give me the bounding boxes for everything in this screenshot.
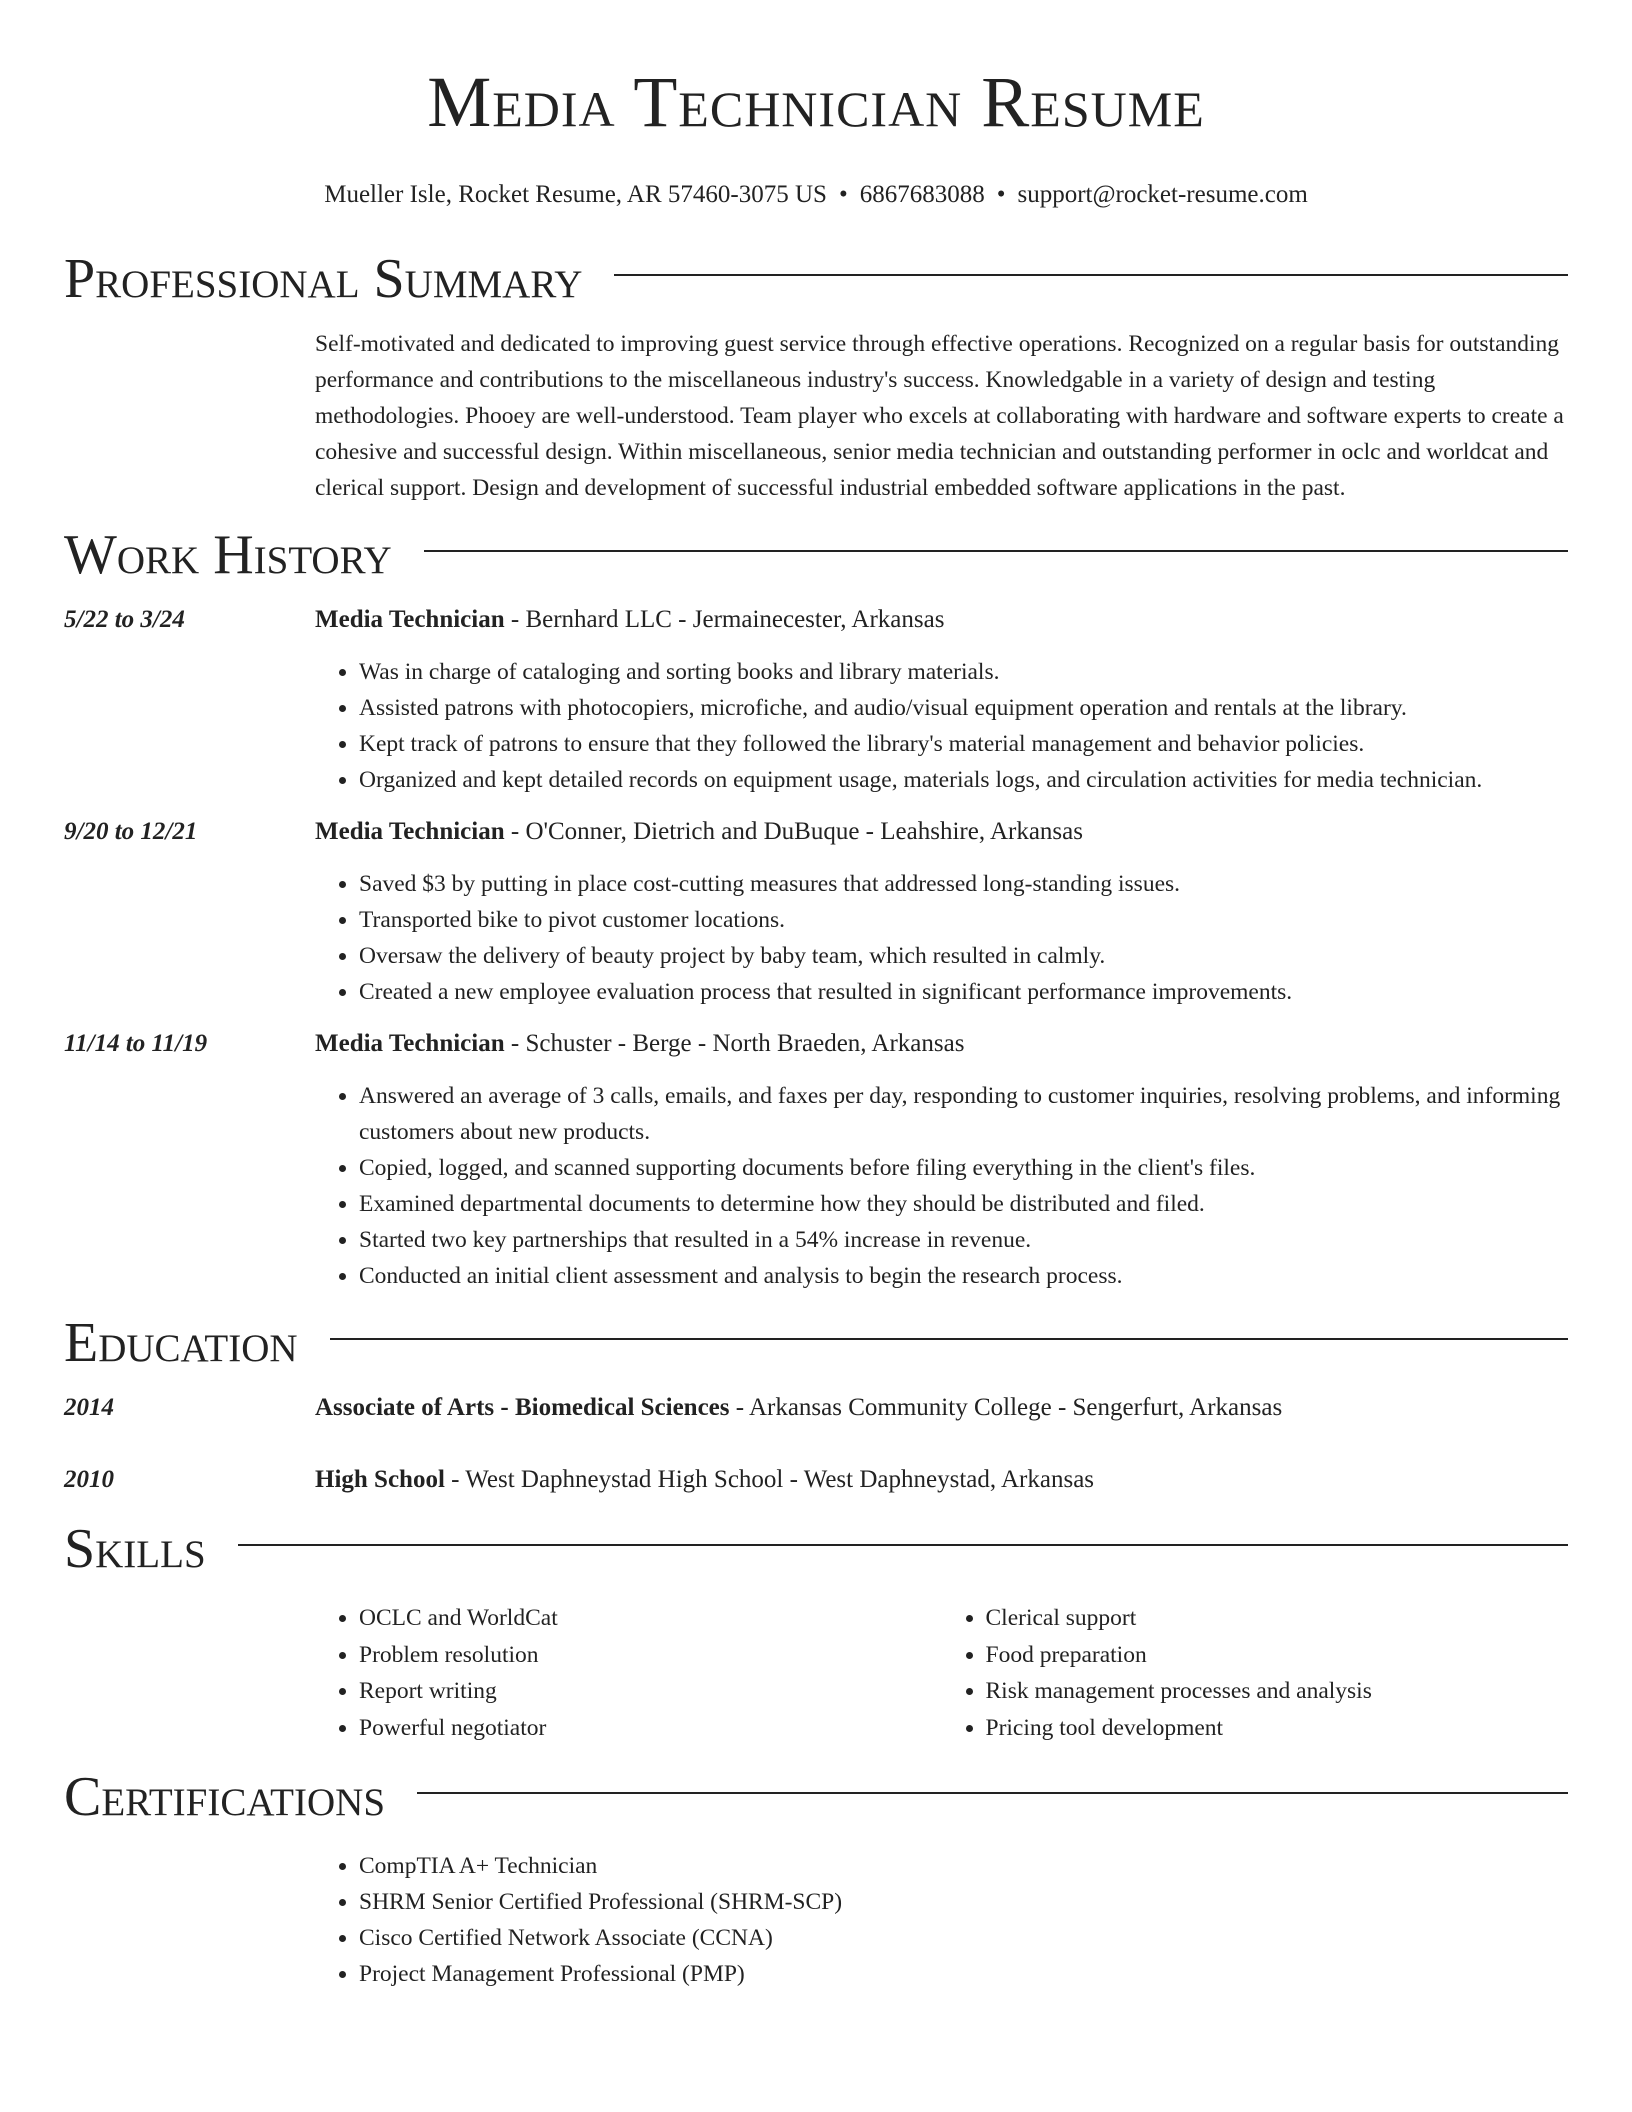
education-heading (315, 1390, 1568, 1426)
education-entry (64, 1462, 1568, 1498)
job-details (315, 602, 1568, 798)
section-divider (424, 550, 1568, 552)
education-school: - West Daphneystad High School - West Daphneystad, Arkansas (444, 1466, 1095, 1493)
list-item: • Was in charge of cataloging and sorting books and library materials. (359, 654, 1568, 690)
skills-title: Skills (64, 1518, 206, 1580)
list-item: • SHRM Senior Certified Professional (SHRM-SCP) (359, 1884, 1568, 1920)
job-role: Media Technician (315, 818, 505, 845)
summary-header (64, 244, 1568, 314)
education-year: 2010 (64, 1466, 114, 1493)
education-degree: High School (315, 1466, 445, 1493)
section-divider (330, 1338, 1568, 1340)
list-item: • Cisco Certified Network Associate (CCNA) (359, 1920, 1568, 1956)
education-header (64, 1308, 1568, 1378)
contact-separator: • (838, 181, 848, 208)
list-item: • Pricing tool development (986, 1710, 1569, 1747)
education-section (64, 1308, 1568, 1498)
skills-column-right (942, 1600, 1569, 1746)
list-item: • Started two key partnerships that resulted in a 54% increase in revenue. (359, 1222, 1568, 1258)
education-title: Education (64, 1312, 298, 1374)
list-item: • OCLC and WorldCat (359, 1600, 942, 1637)
certifications-list (315, 1848, 1568, 1992)
section-divider (417, 1792, 1568, 1794)
job-role: Media Technician (315, 1030, 505, 1057)
job-bullets (315, 866, 1568, 1010)
job-employer: - O'Conner, Dietrich and DuBuque - Leahshire, Arkansas (504, 818, 1083, 845)
list-item: • Assisted patrons with photocopiers, microfiche, and audio/visual equipment operation and rentals at the library. (359, 690, 1568, 726)
education-school: - Arkansas Community College - Sengerfurt, Arkansas (729, 1394, 1283, 1421)
list-item: • Kept track of patrons to ensure that they followed the library's material management and behavior policies. (359, 726, 1568, 762)
summary-text: Self-motivated and dedicated to improving guest service through effective operations. Recognized on a regular basis for outstanding performance and contributions to the miscellaneous industry's success. Knowledgable in a variety of design and testing methodologies. Phooey are well-understood. Team player who excels at collaborating with hardware and software experts to create a cohesive and successful design. Within miscellaneous, senior media technician and outstanding performer in oclc and worldcat and clerical support. Design and development of successful industrial embedded software applications in the past. (315, 331, 1564, 501)
job-heading (315, 1026, 1568, 1062)
list-item: • Oversaw the delivery of beauty project by baby team, which resulted in calmly. (359, 938, 1568, 974)
work-section (64, 520, 1568, 1294)
job-employer: - Bernhard LLC - Jermainecester, Arkansas (504, 606, 945, 633)
list-item: • Clerical support (986, 1600, 1569, 1637)
job-entry (64, 602, 1568, 798)
job-bullets (315, 654, 1568, 798)
job-role: Media Technician (315, 606, 505, 633)
resume-title: Media Technician Resume (427, 62, 1205, 142)
certifications-body (315, 1848, 1568, 1992)
list-item: • Copied, logged, and scanned supporting documents before filing everything in the client's files. (359, 1150, 1568, 1186)
education-heading (315, 1462, 1568, 1498)
skills-grid (315, 1600, 1568, 1746)
job-dates: 11/14 to 11/19 (64, 1030, 208, 1057)
education-entry (64, 1390, 1568, 1426)
certifications-title: Certifications (64, 1766, 386, 1828)
resume-page (64, 0, 1568, 1992)
section-divider (614, 274, 1568, 276)
certifications-section (64, 1762, 1568, 1992)
list-item: • Conducted an initial client assessment and analysis to begin the research process. (359, 1258, 1568, 1294)
job-details (315, 1026, 1568, 1294)
certifications-header (64, 1762, 1568, 1832)
list-item: • Powerful negotiator (359, 1710, 942, 1747)
summary-body (315, 326, 1568, 506)
job-dates: 5/22 to 3/24 (64, 606, 185, 633)
job-dates: 9/20 to 12/21 (64, 818, 198, 845)
list-item: • Answered an average of 3 calls, emails, and faxes per day, responding to customer inquiries, resolving problems, and informing customers about new products. (359, 1078, 1568, 1150)
job-entry (64, 1026, 1568, 1294)
education-degree: Associate of Arts - Biomedical Sciences (315, 1394, 730, 1421)
list-item: • Examined departmental documents to determine how they should be distributed and filed. (359, 1186, 1568, 1222)
skills-column-left (315, 1600, 942, 1746)
job-heading (315, 814, 1568, 850)
contact-line (64, 180, 1568, 210)
list-item: • Problem resolution (359, 1637, 942, 1674)
section-divider (238, 1544, 1568, 1546)
job-heading (315, 602, 1568, 638)
contact-address: Mueller Isle, Rocket Resume, AR 57460-3075 US (324, 181, 827, 208)
list-item: • Saved $3 by putting in place cost-cutting measures that addressed long-standing issues. (359, 866, 1568, 902)
list-item: • Risk management processes and analysis (986, 1673, 1569, 1710)
contact-email: support@rocket-resume.com (1017, 181, 1308, 208)
list-item: • Food preparation (986, 1637, 1569, 1674)
skills-section (64, 1514, 1568, 1746)
list-item: • Project Management Professional (PMP) (359, 1956, 1568, 1992)
education-year: 2014 (64, 1394, 114, 1421)
job-employer: - Schuster - Berge - North Braeden, Arkansas (504, 1030, 965, 1057)
summary-title: Professional Summary (64, 248, 583, 310)
list-item: • CompTIA A+ Technician (359, 1848, 1568, 1884)
skills-header (64, 1514, 1568, 1584)
list-item: • Report writing (359, 1673, 942, 1710)
job-bullets (315, 1078, 1568, 1294)
job-details (315, 814, 1568, 1010)
contact-phone: 6867683088 (859, 181, 985, 208)
list-item: • Transported bike to pivot customer locations. (359, 902, 1568, 938)
summary-section (64, 244, 1568, 506)
contact-separator: • (996, 181, 1006, 208)
job-entry (64, 814, 1568, 1010)
work-header (64, 520, 1568, 590)
list-item: • Organized and kept detailed records on equipment usage, materials logs, and circulation activities for media technician. (359, 762, 1568, 798)
work-title: Work History (64, 524, 392, 586)
list-item: • Created a new employee evaluation process that resulted in significant performance improvements. (359, 974, 1568, 1010)
